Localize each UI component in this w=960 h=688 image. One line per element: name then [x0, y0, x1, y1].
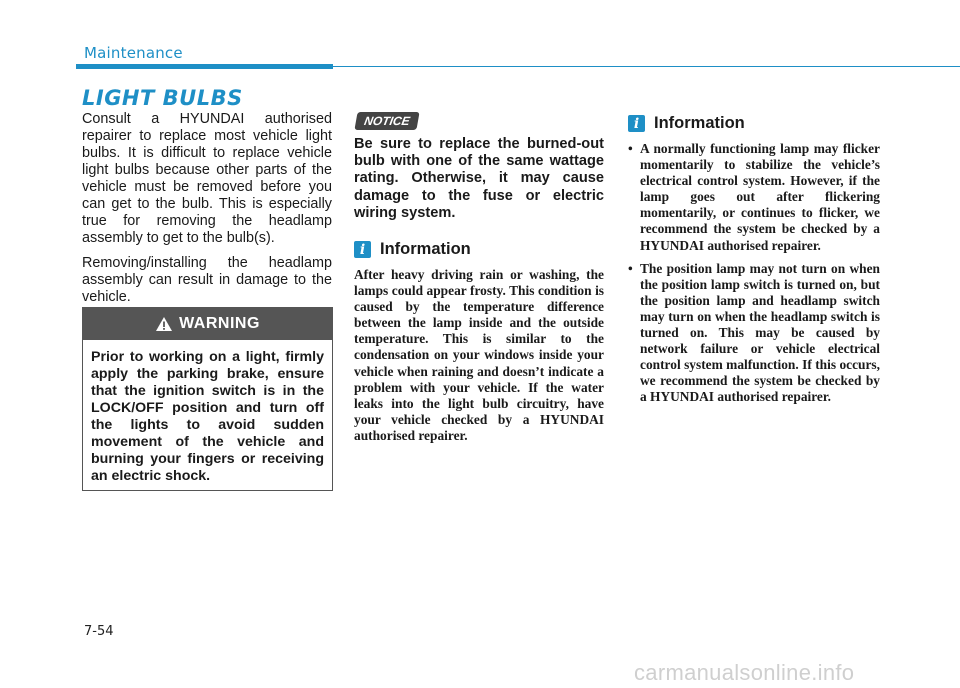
info-title: Information — [654, 114, 745, 132]
page-number: 7-54 — [84, 624, 114, 639]
info-header-middle — [354, 240, 604, 259]
header-rule-thin — [333, 66, 960, 67]
column-right — [628, 112, 880, 413]
section-label: Maintenance — [84, 44, 183, 62]
info-header-right — [628, 114, 880, 133]
notice-badge: NOTICE — [354, 112, 419, 130]
column-middle — [354, 112, 604, 444]
warning-header — [83, 308, 332, 340]
page-title: LIGHT BULBS — [82, 86, 243, 110]
watermark: carmanualsonline.info — [634, 660, 855, 685]
info-bullet-list — [628, 141, 880, 406]
damage-paragraph: Removing/installing the headlamp assembly can result in damage to the vehicle. — [82, 255, 332, 305]
list-item — [628, 141, 880, 254]
list-item — [628, 261, 880, 406]
info-icon: i — [628, 115, 645, 132]
warning-triangle-icon — [155, 316, 173, 332]
bullet-text: A normally functioning lamp may flicker momentarily to stabilize the vehicle’s electrical control system. However, if the lamp goes out after flickering momentarily, or continues to flicker, we recommend the system be checked by a HYUNDAI authorised repairer. — [640, 141, 880, 253]
warning-box — [82, 307, 333, 491]
bullet-text: The position lamp may not turn on when the position lamp switch is turned on, but the position lamp and headlamp switch may turn on when the headlamp switch is turned on. This may be caused by network failure or vehicle electrical control system malfunction. If this occurs, we recommend the system be checked by a HYUNDAI authorised repairer. — [640, 260, 880, 405]
info-text: After heavy driving rain or washing, the lamps could appear frosty. This condition is caused by the temperature difference between the lamp inside and the outside temperature. This is similar to the condensation on your windows inside your vehicle when raining and doesn’t indicate a problem with your vehicle. If the water leaks into the light bulb circuitry, have your vehicle checked by a HYUNDAI authorised repairer. — [354, 267, 604, 443]
warning-text: Prior to working on a light, firmly apply the parking brake, ensure that the ignition switch is in the LOCK/OFF position and turn off the lights to avoid sudden movement of the vehicle and burning your fingers or receiving an electric shock. — [91, 349, 324, 484]
header-rule-thick — [76, 64, 333, 69]
bullet-marker: • — [628, 260, 633, 276]
info-title: Information — [380, 240, 471, 259]
info-icon: i — [354, 241, 371, 258]
bullet-marker: • — [628, 141, 633, 156]
notice-text: Be sure to replace the burned-out bulb with one of the same wattage rating. Otherwise, it may cause damage to the fuse or electric wiring system. — [354, 136, 604, 221]
column-left — [82, 111, 332, 314]
intro-paragraph: Consult a HYUNDAI authorised repairer to replace most vehicle light bulbs. It is difficult to replace vehicle light bulbs because other parts of the vehicle must be removed before you can get to the bulb. This is especially true for removing the headlamp assembly to get to the bulb(s). — [82, 111, 332, 246]
warning-label: WARNING — [179, 315, 260, 332]
